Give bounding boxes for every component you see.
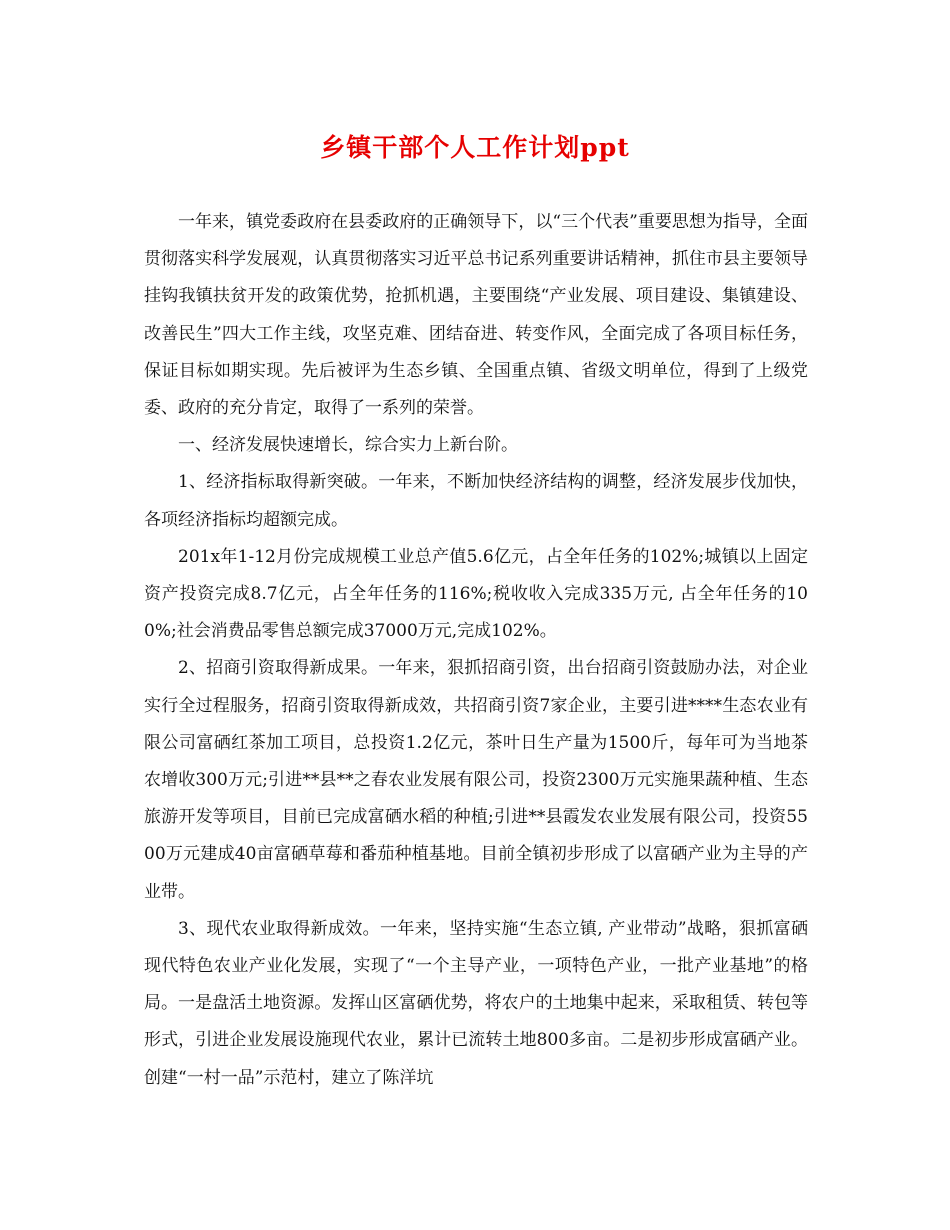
paragraph-intro: 一年来，镇党委政府在县委政府的正确领导下，以“三个代表”重要思想为指导，全面贯彻落实科学发展观，认真贯彻落实习近平总书记系列重要讲话精神，抓住市县主要领导挂钩我镇扶贫开发的政策优势，抢抓机遇，主要围绕“产业发展、项目建设、集镇建设、改善民生”四大工作主线，攻坚克难、团结奋进、转变作风，全面完成了各项目标任务，保证目标如期实现。先后被评为生态乡镇、全国重点镇、省级文明单位，得到了上级党委、政府的充分肯定，取得了一系列的荣誉。	[144, 212, 808, 419]
paragraph-agriculture: 3、现代农业取得新成效。一年来，坚持实施“生态立镇, 产业带动”战略，狠抓富硒现代特色农业产业化发展，实现了“一个主导产业，一项特色产业，一批产业基地”的格局。一是盘活土地资源。发挥山区富硒优势，将农户的土地集中起来，采取租赁、转包等形式，引进企业发展设施现代农业，累计已流转土地800多亩。二是初步形成富硒产业。创建“一村一品”示范村，建立了陈洋坑	[144, 918, 808, 1088]
paragraph-economic-indicators: 1、经济指标取得新突破。一年来，不断加快经济结构的调整，经济发展步伐加快，各项经济指标均超额完成。	[144, 472, 808, 530]
document-body	[144, 204, 808, 1097]
paragraph-investment: 2、招商引资取得新成果。一年来，狠抓招商引资，出台招商引资鼓励办法，对企业实行全过程服务，招商引资取得新成效，共招商引资7家企业，主要引进****生态农业有限公司富硒红茶加工项目，总投资1.2亿元，茶叶日生产量为1500斤，每年可为当地茶农增收300万元;引进**县**之春农业发展有限公司，投资2300万元实施果蔬种植、生态旅游开发等项目，目前已完成富硒水稻的种植;引进**县霞发农业发展有限公司，投资5500万元建成40亩富硒草莓和番茄种植基地。目前全镇初步形成了以富硒产业为主导的产业带。	[144, 658, 808, 902]
paragraph-statistics: 201x年1-12月份完成规模工业总产值5.6亿元，占全年任务的102%;城镇以上固定资产投资完成8.7亿元，占全年任务的116%;税收收入完成335万元, 占全年任务的100%;社会消费品零售总额完成37000万元,完成102%。	[144, 546, 808, 642]
paragraph-section-heading: 一、经济发展快速增长，综合实力上新台阶。	[178, 435, 518, 456]
document-title: 乡镇干部个人工作计划ppt	[320, 133, 630, 162]
